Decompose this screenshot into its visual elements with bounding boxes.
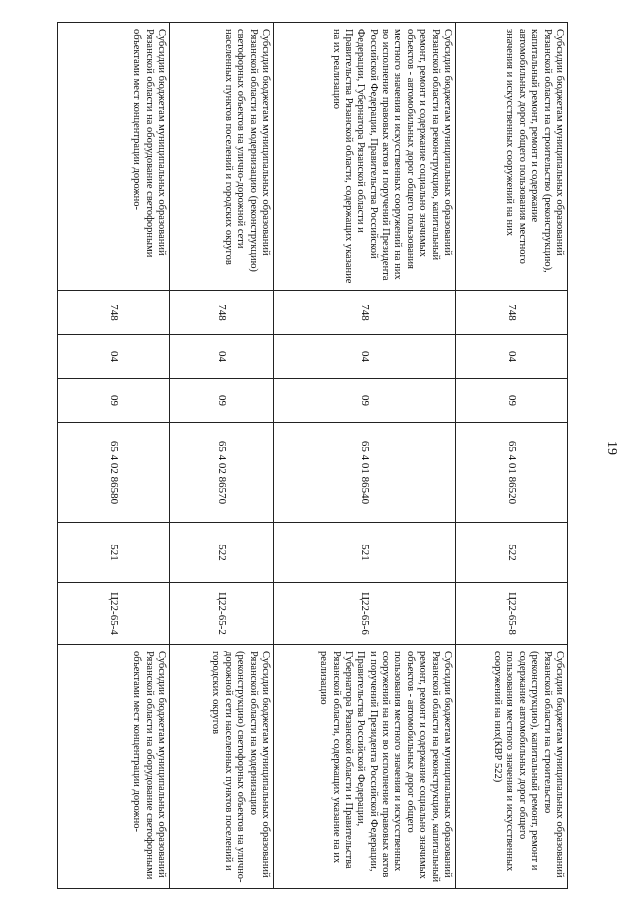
row-rz: 04: [170, 335, 274, 379]
page-number: 19: [604, 441, 619, 455]
row-description: Субсидии бюджетам муниципальных образований Рязанской области на строительство (реконструкцию), капитальный ремонт, ремонт и содержание автомобильных дорог общего пользования местного значения и искусственных сооружений на них(КВР 522): [456, 645, 568, 889]
row-vr: 522: [170, 523, 274, 583]
table-row: [170, 23, 274, 889]
row-rz: 04: [274, 335, 456, 379]
row-name: Субсидии бюджетам муниципальных образований Рязанской области на модернизацию (реконструкцию) светофорных объектов на улично-дорожной сети населенных пунктов поселений и городских округов: [170, 23, 274, 291]
row-code: Ц22-65-6: [274, 583, 456, 645]
row-name: Субсидии бюджетам муниципальных образований Рязанской области на реконструкцию, капитальный ремонт, ремонт и содержание социально значимых объектов - автомобильных дорог общего пользования местного значения и искусственных сооружений на них во исполнение правовых актов и поручений Президента Российской Федерации, Правительства Российской Федерации, Губернатора Рязанской области и Правительства Рязанской области, содержащих указание на их реализацию: [274, 23, 456, 291]
row-pr: 09: [58, 379, 170, 423]
budget-table: [57, 22, 568, 889]
row-csr: 65 4 02 86570: [170, 423, 274, 523]
row-pr: 09: [170, 379, 274, 423]
row-description: Субсидии бюджетам муниципальных образований Рязанской области на реконструкцию, капитальный ремонт, ремонт и содержание социально значимых объектов - автомобильных дорог общего пользования местного значения и искусственных сооружений на них во исполнение правовых актов и поручений Президента Российской Федерации, Правительства Российской Федерации, Губернатора Рязанской области и Правительства Рязанской области, содержащих указание на их реализацию: [274, 645, 456, 889]
row-glav: 748: [456, 291, 568, 335]
row-pr: 09: [456, 379, 568, 423]
budget-table-frame: [58, 22, 568, 888]
row-name: Субсидии бюджетам муниципальных образований Рязанской области на строительство (реконструкцию), капитальный ремонт, ремонт и содержание автомобильных дорог общего пользования местного значения и искусственных сооружений на них: [456, 23, 568, 291]
row-name: Субсидии бюджетам муниципальных образований Рязанской области на оборудование светофорными объектами мест концентрации дорожно-: [58, 23, 170, 291]
row-glav: 748: [274, 291, 456, 335]
table-row: [274, 23, 456, 889]
row-code: Ц22-65-2: [170, 583, 274, 645]
row-vr: 522: [456, 523, 568, 583]
row-csr: 65 4 01 86540: [274, 423, 456, 523]
row-pr: 09: [274, 379, 456, 423]
row-csr: 65 4 01 86520: [456, 423, 568, 523]
row-vr: 521: [274, 523, 456, 583]
row-glav: 748: [58, 291, 170, 335]
row-rz: 04: [58, 335, 170, 379]
row-vr: 521: [58, 523, 170, 583]
row-rz: 04: [456, 335, 568, 379]
row-code: Ц22-65-4: [58, 583, 170, 645]
row-code: Ц22-65-8: [456, 583, 568, 645]
table-row: [456, 23, 568, 889]
row-csr: 65 4 02 86580: [58, 423, 170, 523]
row-glav: 748: [170, 291, 274, 335]
table-row: [58, 23, 170, 889]
row-description: Субсидии бюджетам муниципальных образований Рязанской области на оборудование светофорными объектами мест концентрации дорожно-: [58, 645, 170, 889]
row-description: Субсидии бюджетам муниципальных образований Рязанской области на модернизацию (реконструкцию) светофорных объектов на улично-дорожной сети населенных пунктов поселений и городских округов: [170, 645, 274, 889]
